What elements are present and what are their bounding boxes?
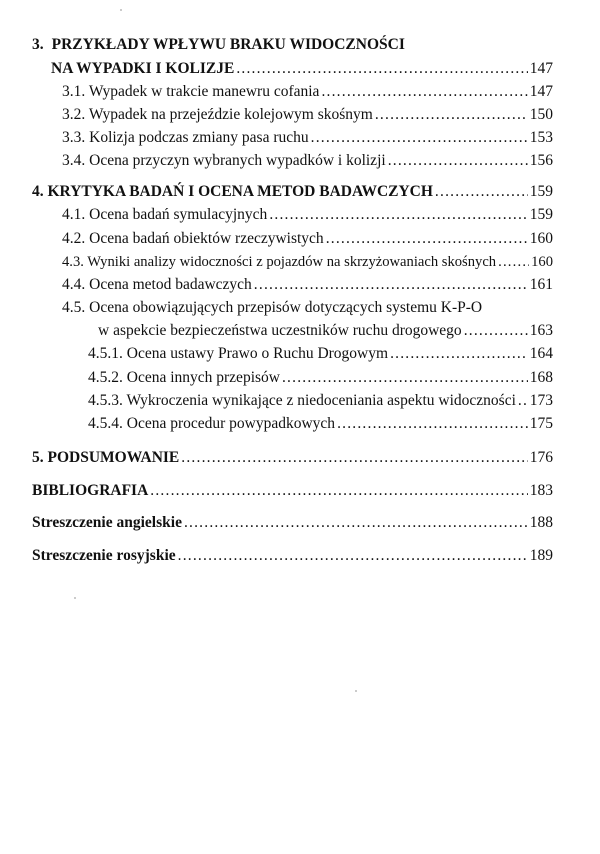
toc-entry-4-5-line2: [98, 320, 553, 342]
scan-speck: [74, 597, 76, 599]
dot-leader: [178, 545, 528, 567]
dot-leader: [337, 413, 528, 435]
toc-entry-label: 4.4. Ocena metod badawczych: [62, 276, 252, 293]
toc-entry-label: 4.3. Wyniki analizy widoczności z pojazdów na skrzyżowaniach skośnych: [62, 254, 497, 270]
toc-section-3-heading-line1: [32, 34, 405, 56]
toc-page-number: 183: [529, 482, 553, 499]
dot-leader: [390, 343, 528, 365]
toc-entry-4-1: [62, 204, 553, 226]
toc-page-number: 147: [529, 83, 553, 100]
dot-leader: [388, 150, 528, 172]
toc-entry-4-5-1: [88, 343, 553, 365]
toc-page-number: 159: [529, 206, 553, 223]
dot-leader: [311, 127, 528, 149]
dot-leader: [375, 104, 528, 126]
toc-entry-3-2: [62, 104, 553, 126]
toc-entry-4-3: [62, 251, 553, 273]
toc-page-number: 160: [531, 254, 553, 270]
toc-page-number: 188: [529, 514, 553, 531]
toc-russian-summary-heading: [32, 545, 553, 567]
toc-page-number: 189: [529, 547, 553, 564]
toc-english-summary-title: Streszczenie angielskie: [32, 514, 182, 531]
toc-entry-3-3: [62, 127, 553, 149]
toc-section-3-title-line1: PRZYKŁADY WPŁYWU BRAKU WIDOCZNOŚCI: [51, 36, 405, 53]
toc-entry-4-4: [62, 274, 553, 296]
toc-section-5-heading: [32, 447, 553, 469]
toc-page-number: 156: [529, 152, 553, 169]
dot-leader: [282, 367, 528, 389]
scan-speck: [355, 690, 357, 692]
dot-leader: [181, 447, 527, 469]
dot-leader: [435, 181, 528, 203]
dot-leader: [518, 390, 528, 412]
dot-leader: [464, 320, 528, 342]
dot-leader: [236, 58, 527, 80]
dot-leader: [184, 512, 528, 534]
toc-page-number: 168: [529, 369, 553, 386]
toc-page-number: 164: [529, 345, 553, 362]
toc-entry-label: w aspekcie bezpieczeństwa uczestników ruchu drogowego: [98, 322, 462, 339]
toc-page-number: 153: [529, 129, 553, 146]
toc-entry-4-5-2: [88, 367, 553, 389]
toc-page-number: 176: [529, 449, 553, 466]
toc-section-4-title: 4. KRYTYKA BADAŃ I OCENA METOD BADAWCZYCH: [32, 183, 433, 200]
toc-entry-label: 4.5.2. Ocena innych przepisów: [88, 369, 280, 386]
toc-entry-label: 4.1. Ocena badań symulacyjnych: [62, 206, 268, 223]
toc-entry-4-2: [62, 228, 553, 250]
toc-entry-label: 4.5.4. Ocena procedur powypadkowych: [88, 415, 336, 432]
toc-page-number: 150: [529, 106, 553, 123]
toc-page-number: 163: [529, 322, 553, 339]
toc-entry-label: 3.1. Wypadek w trakcie manewru cofania: [62, 83, 320, 100]
toc-entry-label: 4.2. Ocena badań obiektów rzeczywistych: [62, 230, 324, 247]
toc-entry-4-5-4: [88, 413, 553, 435]
toc-page-number: 161: [529, 276, 553, 293]
toc-entry-3-4: [62, 150, 553, 172]
toc-entry-label: 3.4. Ocena przyczyn wybranych wypadków i kolizji: [62, 152, 386, 169]
dot-leader: [326, 228, 528, 250]
toc-entry-label: 4.5.3. Wykroczenia wynikające z niedoceniania aspektu widoczności: [88, 392, 516, 409]
toc-section-3-title-line2: NA WYPADKI I KOLIZJE: [51, 60, 235, 77]
toc-bibliography-heading: [32, 480, 553, 502]
toc-section-4-heading: [32, 181, 553, 203]
toc-entry-3-1: [62, 81, 553, 103]
dot-leader: [498, 251, 529, 273]
scan-speck: [120, 9, 122, 11]
dot-leader: [321, 81, 527, 103]
toc-page-number: 159: [529, 183, 553, 200]
dot-leader: [150, 480, 527, 502]
toc-bibliography-title: BIBLIOGRAFIA: [32, 482, 149, 499]
toc-page-number: 173: [529, 392, 553, 409]
toc-page-number: 147: [529, 60, 553, 77]
toc-entry-label: 3.3. Kolizja podczas zmiany pasa ruchu: [62, 129, 309, 146]
toc-section-3-heading-line2: [51, 58, 553, 80]
toc-section-3-number: 3.: [32, 36, 44, 53]
toc-entry-4-5-line1: [62, 297, 482, 319]
toc-entry-label: 4.5.1. Ocena ustawy Prawo o Ruchu Drogowym: [88, 345, 389, 362]
toc-russian-summary-title: Streszczenie rosyjskie: [32, 547, 176, 564]
toc-page-number: 160: [529, 230, 553, 247]
toc-entry-label: 3.2. Wypadek na przejeździe kolejowym skośnym: [62, 106, 373, 123]
toc-page-number: 175: [529, 415, 553, 432]
toc-entry-label: 4.5. Ocena obowiązujących przepisów dotyczących systemu K-P-O: [62, 299, 483, 316]
toc-english-summary-heading: [32, 512, 553, 534]
toc-entry-4-5-3: [88, 390, 553, 412]
toc-section-5-title: 5. PODSUMOWANIE: [32, 449, 180, 466]
dot-leader: [269, 204, 527, 226]
dot-leader: [254, 274, 528, 296]
